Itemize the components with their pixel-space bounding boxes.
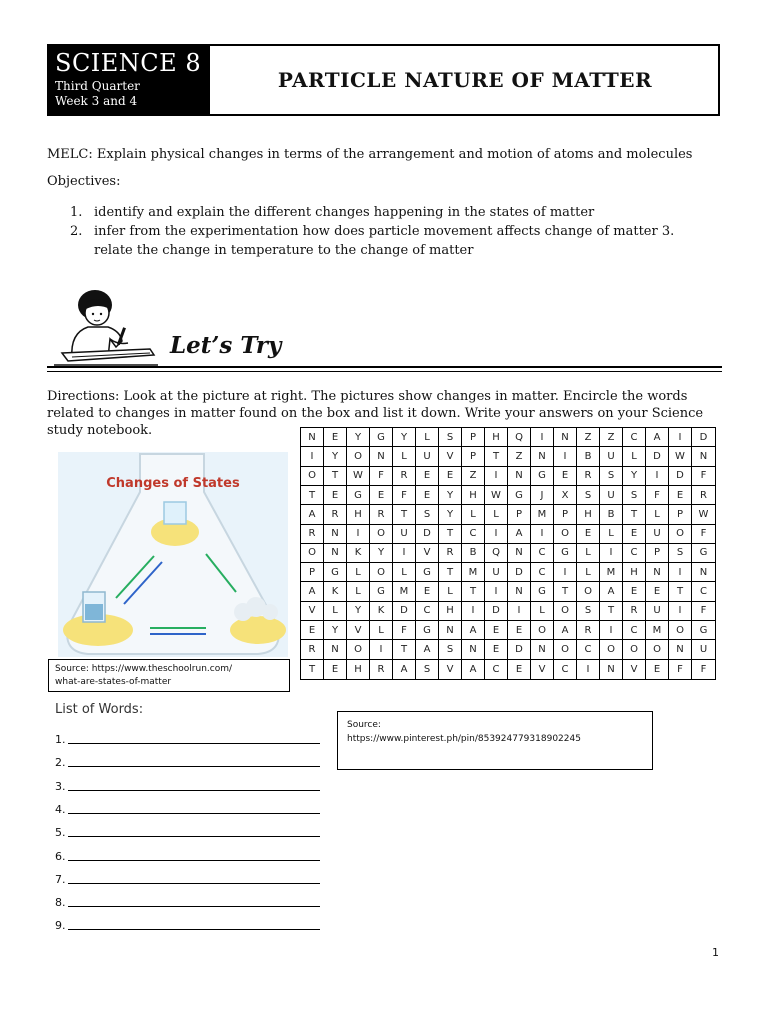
grid-cell[interactable]: R: [623, 602, 646, 621]
grid-cell[interactable]: I: [485, 582, 508, 601]
grid-cell[interactable]: R: [577, 467, 600, 486]
grid-cell[interactable]: M: [646, 621, 669, 640]
grid-cell[interactable]: F: [393, 621, 416, 640]
grid-cell[interactable]: L: [324, 602, 347, 621]
grid-cell[interactable]: A: [462, 660, 485, 679]
grid-cell[interactable]: A: [393, 660, 416, 679]
grid-cell[interactable]: Z: [600, 428, 623, 447]
grid-cell[interactable]: V: [623, 660, 646, 679]
grid-cell[interactable]: S: [439, 640, 462, 659]
grid-cell[interactable]: U: [692, 640, 715, 659]
melc-text: MELC: Explain physical changes in terms of the arrangement and motion of atoms and molecules: [47, 147, 693, 162]
grid-cell[interactable]: T: [485, 447, 508, 466]
grid-cell[interactable]: D: [692, 428, 715, 447]
grid-cell[interactable]: U: [600, 447, 623, 466]
page-title: PARTICLE NATURE OF MATTER: [277, 68, 653, 92]
grid-cell[interactable]: G: [416, 621, 439, 640]
grid-cell[interactable]: Z: [577, 428, 600, 447]
grid-cell[interactable]: M: [531, 505, 554, 524]
grid-cell[interactable]: U: [485, 563, 508, 582]
grid-cell[interactable]: E: [554, 467, 577, 486]
grid-cell[interactable]: Y: [623, 467, 646, 486]
source-line: Source:: [347, 720, 381, 730]
grid-cell[interactable]: Z: [462, 467, 485, 486]
grid-cell[interactable]: X: [554, 486, 577, 505]
grid-cell[interactable]: N: [301, 428, 324, 447]
objective-item: relate the change in temperature to the change of matter: [94, 243, 474, 258]
grid-cell[interactable]: F: [370, 467, 393, 486]
source-line: what-are-states-of-matter: [55, 677, 172, 687]
word-search-grid: [300, 427, 716, 680]
grid-cell[interactable]: L: [393, 563, 416, 582]
answer-line[interactable]: [55, 724, 320, 746]
answer-number: 7.: [55, 872, 66, 886]
grid-cell[interactable]: M: [462, 563, 485, 582]
grid-cell[interactable]: O: [623, 640, 646, 659]
grid-cell[interactable]: F: [692, 467, 715, 486]
grid-cell[interactable]: T: [439, 563, 462, 582]
grid-cell[interactable]: N: [600, 660, 623, 679]
grid-cell[interactable]: N: [692, 563, 715, 582]
grid-cell[interactable]: F: [393, 486, 416, 505]
grid-cell[interactable]: G: [531, 582, 554, 601]
grid-cell[interactable]: N: [554, 428, 577, 447]
grid-cell[interactable]: G: [508, 486, 531, 505]
grid-cell[interactable]: J: [531, 486, 554, 505]
grid-cell[interactable]: I: [669, 563, 692, 582]
grid-cell[interactable]: C: [485, 660, 508, 679]
answer-underline: [68, 813, 320, 814]
grid-cell[interactable]: T: [301, 486, 324, 505]
grid-cell[interactable]: G: [324, 563, 347, 582]
answer-number: 8.: [55, 896, 66, 910]
picture-title: Changes of States: [106, 476, 240, 491]
grid-cell[interactable]: N: [370, 447, 393, 466]
grid-cell[interactable]: O: [669, 621, 692, 640]
grid-cell[interactable]: T: [623, 505, 646, 524]
grid-cell[interactable]: T: [393, 640, 416, 659]
objectives-label: Objectives:: [47, 174, 121, 189]
grid-cell[interactable]: I: [577, 660, 600, 679]
directions-text: Directions: Look at the picture at right. The pictures show changes in matter. Encircle the words related to changes in matter found on the box and list it down. Write your answers on your Science study notebook.: [47, 389, 704, 438]
grid-cell[interactable]: C: [531, 544, 554, 563]
answer-number: 1.: [55, 733, 66, 746]
grid-cell[interactable]: T: [554, 582, 577, 601]
grid-cell[interactable]: H: [623, 563, 646, 582]
grid-cell[interactable]: L: [347, 582, 370, 601]
grid-cell[interactable]: C: [462, 525, 485, 544]
grid-cell[interactable]: G: [554, 544, 577, 563]
grid-cell[interactable]: E: [485, 640, 508, 659]
grid-cell[interactable]: V: [531, 660, 554, 679]
answer-line[interactable]: [55, 910, 320, 932]
subject-title: SCIENCE 8: [55, 49, 202, 77]
grid-cell[interactable]: L: [393, 447, 416, 466]
grid-cell[interactable]: D: [508, 640, 531, 659]
grid-cell[interactable]: S: [416, 505, 439, 524]
grid-cell[interactable]: N: [462, 640, 485, 659]
subject-block: [47, 44, 210, 116]
grid-cell[interactable]: R: [393, 467, 416, 486]
answer-number: 3.: [55, 779, 66, 793]
answer-line[interactable]: [55, 887, 320, 909]
boy-writing-illustration: [50, 283, 160, 368]
answer-underline: [68, 883, 320, 884]
grid-cell[interactable]: N: [531, 447, 554, 466]
grid-cell[interactable]: V: [439, 447, 462, 466]
grid-cell[interactable]: H: [347, 660, 370, 679]
grid-cell[interactable]: Z: [508, 447, 531, 466]
grid-cell[interactable]: F: [692, 602, 715, 621]
grid-cell[interactable]: R: [301, 525, 324, 544]
grid-cell[interactable]: Y: [347, 428, 370, 447]
grid-cell[interactable]: T: [462, 582, 485, 601]
grid-cell[interactable]: T: [393, 505, 416, 524]
grid-cell[interactable]: B: [577, 447, 600, 466]
answer-underline: [68, 906, 320, 907]
grid-cell[interactable]: O: [301, 544, 324, 563]
grid-cell[interactable]: B: [600, 505, 623, 524]
grid-cell[interactable]: N: [508, 582, 531, 601]
grid-cell[interactable]: G: [370, 428, 393, 447]
grid-cell[interactable]: A: [600, 582, 623, 601]
grid-cell[interactable]: E: [623, 582, 646, 601]
grid-cell[interactable]: C: [416, 602, 439, 621]
grid-cell[interactable]: G: [692, 544, 715, 563]
grid-cell[interactable]: Y: [439, 505, 462, 524]
grid-cell[interactable]: D: [416, 525, 439, 544]
grid-cell[interactable]: U: [646, 525, 669, 544]
grid-cell[interactable]: S: [669, 544, 692, 563]
grid-cell[interactable]: H: [577, 505, 600, 524]
grid-cell[interactable]: E: [669, 486, 692, 505]
grid-cell[interactable]: M: [600, 563, 623, 582]
answer-underline: [68, 766, 320, 767]
grid-cell[interactable]: W: [669, 447, 692, 466]
grid-cell[interactable]: W: [692, 505, 715, 524]
grid-cell[interactable]: B: [462, 544, 485, 563]
grid-cell[interactable]: C: [692, 582, 715, 601]
grid-cell[interactable]: C: [531, 563, 554, 582]
grid-cell[interactable]: O: [531, 621, 554, 640]
grid-cell[interactable]: D: [393, 602, 416, 621]
answer-number: 4.: [55, 802, 66, 816]
grid-cell[interactable]: D: [485, 602, 508, 621]
objective-item: 1. identify and explain the different changes happening in the states of matter: [70, 205, 595, 220]
grid-cell[interactable]: O: [577, 582, 600, 601]
source-line: Source: https://www.theschoolrun.com/: [55, 664, 233, 674]
grid-cell[interactable]: P: [508, 505, 531, 524]
grid-cell[interactable]: L: [600, 525, 623, 544]
grid-cell[interactable]: N: [531, 640, 554, 659]
grid-cell[interactable]: T: [301, 660, 324, 679]
grid-cell[interactable]: V: [439, 660, 462, 679]
grid-cell[interactable]: M: [393, 582, 416, 601]
grid-cell[interactable]: Y: [439, 486, 462, 505]
grid-cell[interactable]: K: [370, 602, 393, 621]
grid-cell[interactable]: V: [301, 602, 324, 621]
grid-cell[interactable]: E: [324, 428, 347, 447]
grid-cell[interactable]: D: [508, 563, 531, 582]
grid-cell[interactable]: P: [646, 544, 669, 563]
grid-cell[interactable]: L: [531, 602, 554, 621]
grid-cell[interactable]: E: [416, 467, 439, 486]
grid-cell[interactable]: I: [347, 525, 370, 544]
grid-cell[interactable]: N: [439, 621, 462, 640]
grid-cell[interactable]: G: [370, 582, 393, 601]
grid-cell[interactable]: Y: [393, 428, 416, 447]
grid-cell[interactable]: T: [600, 602, 623, 621]
divider: [47, 366, 722, 368]
grid-cell[interactable]: E: [508, 621, 531, 640]
grid-cell[interactable]: L: [485, 505, 508, 524]
grid-cell[interactable]: I: [531, 428, 554, 447]
grid-cell[interactable]: N: [692, 447, 715, 466]
grid-cell[interactable]: I: [462, 602, 485, 621]
grid-cell[interactable]: P: [301, 563, 324, 582]
grid-cell[interactable]: Y: [324, 621, 347, 640]
grid-cell[interactable]: O: [347, 447, 370, 466]
grid-cell[interactable]: F: [692, 525, 715, 544]
grid-cell[interactable]: E: [646, 660, 669, 679]
grid-cell[interactable]: E: [577, 525, 600, 544]
grid-cell[interactable]: O: [669, 525, 692, 544]
answer-underline: [68, 929, 320, 930]
grid-cell[interactable]: O: [646, 640, 669, 659]
grid-cell[interactable]: O: [370, 563, 393, 582]
grid-cell[interactable]: I: [669, 602, 692, 621]
grid-cell[interactable]: P: [462, 447, 485, 466]
grid-cell[interactable]: E: [370, 486, 393, 505]
grid-cell[interactable]: D: [646, 447, 669, 466]
grid-cell[interactable]: I: [370, 640, 393, 659]
grid-cell[interactable]: V: [416, 544, 439, 563]
grid-cell[interactable]: Y: [370, 544, 393, 563]
grid-cell[interactable]: L: [347, 563, 370, 582]
answer-line[interactable]: [55, 841, 320, 863]
grid-cell[interactable]: I: [508, 602, 531, 621]
grid-cell[interactable]: I: [301, 447, 324, 466]
grid-cell[interactable]: G: [347, 486, 370, 505]
grid-cell[interactable]: N: [646, 563, 669, 582]
answer-underline: [68, 743, 320, 744]
grid-cell[interactable]: N: [508, 467, 531, 486]
source-box-2: [337, 711, 653, 770]
grid-cell[interactable]: N: [324, 525, 347, 544]
grid-cell[interactable]: C: [623, 621, 646, 640]
grid-cell[interactable]: N: [324, 544, 347, 563]
answer-number: 9.: [55, 919, 66, 933]
grid-cell[interactable]: F: [646, 486, 669, 505]
grid-cell[interactable]: A: [554, 621, 577, 640]
grid-cell[interactable]: A: [416, 640, 439, 659]
grid-cell[interactable]: H: [485, 428, 508, 447]
answer-number: 6.: [55, 849, 66, 863]
grid-cell[interactable]: F: [700, 663, 707, 675]
grid-cell[interactable]: L: [416, 428, 439, 447]
grid-cell[interactable]: L: [370, 621, 393, 640]
grid-cell[interactable]: A: [508, 525, 531, 544]
grid-cell[interactable]: E: [324, 660, 347, 679]
grid-cell[interactable]: C: [577, 640, 600, 659]
grid-cell[interactable]: I: [531, 525, 554, 544]
grid-cell[interactable]: R: [370, 505, 393, 524]
answer-underline: [68, 790, 320, 791]
grid-cell[interactable]: P: [462, 428, 485, 447]
grid-cell[interactable]: S: [600, 467, 623, 486]
divider: [47, 371, 722, 372]
grid-cell[interactable]: O: [301, 467, 324, 486]
grid-cell[interactable]: K: [347, 544, 370, 563]
grid-cell[interactable]: I: [393, 544, 416, 563]
grid-cell[interactable]: O: [554, 640, 577, 659]
grid-cell[interactable]: U: [600, 486, 623, 505]
grid-cell[interactable]: O: [554, 525, 577, 544]
grid-cell[interactable]: I: [646, 467, 669, 486]
answer-number: 2.: [55, 756, 66, 770]
quarter-label: Third Quarter: [55, 79, 140, 93]
grid-cell[interactable]: N: [324, 640, 347, 659]
grid-cell[interactable]: I: [600, 621, 623, 640]
grid-cell[interactable]: R: [301, 640, 324, 659]
grid-cell[interactable]: O: [554, 602, 577, 621]
grid-cell[interactable]: Y: [347, 602, 370, 621]
grid-cell[interactable]: E: [623, 525, 646, 544]
grid-cell[interactable]: L: [577, 544, 600, 563]
grid-cell[interactable]: L: [577, 563, 600, 582]
grid-cell[interactable]: O: [347, 640, 370, 659]
grid-cell[interactable]: T: [439, 525, 462, 544]
objective-item: 2. infer from the experimentation how does particle movement affects change of matter 3.: [70, 224, 675, 239]
grid-cell[interactable]: P: [554, 505, 577, 524]
changes-of-states-image: [58, 452, 288, 657]
grid-cell[interactable]: N: [508, 544, 531, 563]
answer-line[interactable]: [55, 771, 320, 793]
grid-cell[interactable]: S: [439, 428, 462, 447]
grid-cell[interactable]: E: [301, 621, 324, 640]
grid-cell[interactable]: Q: [508, 428, 531, 447]
section-title: Let’s Try: [170, 332, 282, 359]
grid-cell[interactable]: H: [462, 486, 485, 505]
grid-cell[interactable]: W: [485, 486, 508, 505]
answer-number: 5.: [55, 826, 66, 840]
grid-cell[interactable]: R: [370, 660, 393, 679]
grid-cell[interactable]: C: [623, 544, 646, 563]
grid-cell[interactable]: I: [554, 447, 577, 466]
grid-cell[interactable]: U: [416, 447, 439, 466]
grid-cell[interactable]: C: [554, 660, 577, 679]
answer-line[interactable]: [55, 864, 320, 886]
grid-cell[interactable]: L: [439, 582, 462, 601]
source-box-1: [48, 659, 290, 692]
objectives-list: [70, 203, 720, 260]
grid-cell[interactable]: R: [577, 621, 600, 640]
grid-cell[interactable]: I: [600, 544, 623, 563]
grid-cell[interactable]: O: [600, 640, 623, 659]
grid-cell[interactable]: T: [324, 467, 347, 486]
grid-cell[interactable]: S: [416, 660, 439, 679]
grid-cell[interactable]: A: [301, 505, 324, 524]
grid-cell[interactable]: H: [439, 602, 462, 621]
grid-cell[interactable]: E: [439, 467, 462, 486]
grid-cell[interactable]: T: [669, 582, 692, 601]
grid-cell[interactable]: E: [485, 621, 508, 640]
source-line: https://www.pinterest.ph/pin/853924779318902245: [347, 734, 581, 744]
list-title: List of Words:: [55, 702, 144, 717]
grid-cell[interactable]: U: [646, 602, 669, 621]
grid-cell[interactable]: U: [393, 525, 416, 544]
answer-underline: [68, 836, 320, 837]
grid-cell[interactable]: I: [554, 563, 577, 582]
grid-cell[interactable]: G: [531, 467, 554, 486]
grid-cell[interactable]: R: [439, 544, 462, 563]
grid-cell[interactable]: W: [347, 467, 370, 486]
grid-cell[interactable]: P: [669, 505, 692, 524]
grid-cell[interactable]: S: [623, 486, 646, 505]
grid-cell[interactable]: E: [416, 486, 439, 505]
answer-line[interactable]: [55, 794, 320, 816]
answer-underline: [68, 860, 320, 861]
grid-cell[interactable]: A: [462, 621, 485, 640]
grid-cell[interactable]: Y: [324, 447, 347, 466]
grid-cell[interactable]: I: [485, 467, 508, 486]
grid-cell[interactable]: L: [623, 447, 646, 466]
grid-cell[interactable]: F: [669, 660, 692, 679]
grid-cell[interactable]: L: [646, 505, 669, 524]
grid-cell[interactable]: K: [324, 582, 347, 601]
ice-cube-icon: [164, 502, 186, 524]
grid-cell[interactable]: R: [324, 505, 347, 524]
grid-cell[interactable]: E: [508, 660, 531, 679]
grid-cell[interactable]: S: [577, 602, 600, 621]
answer-line[interactable]: [55, 747, 320, 769]
grid-cell[interactable]: E: [646, 582, 669, 601]
grid-cell[interactable]: H: [347, 505, 370, 524]
grid-cell[interactable]: A: [646, 428, 669, 447]
answer-line[interactable]: [55, 817, 320, 839]
grid-cell[interactable]: N: [669, 640, 692, 659]
grid-cell[interactable]: A: [301, 582, 324, 601]
grid-cell[interactable]: S: [577, 486, 600, 505]
grid-cell[interactable]: C: [623, 428, 646, 447]
grid-cell[interactable]: E: [324, 486, 347, 505]
grid-cell[interactable]: I: [669, 428, 692, 447]
grid-cell[interactable]: L: [462, 505, 485, 524]
grid-cell[interactable]: I: [485, 525, 508, 544]
weeks-label: Week 3 and 4: [55, 94, 138, 108]
grid-cell[interactable]: Q: [485, 544, 508, 563]
grid-cell[interactable]: G: [416, 563, 439, 582]
grid-cell[interactable]: G: [692, 621, 715, 640]
grid-cell[interactable]: R: [692, 486, 715, 505]
page-number: 1: [712, 946, 719, 959]
grid-cell[interactable]: O: [370, 525, 393, 544]
grid-cell[interactable]: E: [416, 582, 439, 601]
grid-cell[interactable]: V: [347, 621, 370, 640]
grid-cell[interactable]: D: [669, 467, 692, 486]
